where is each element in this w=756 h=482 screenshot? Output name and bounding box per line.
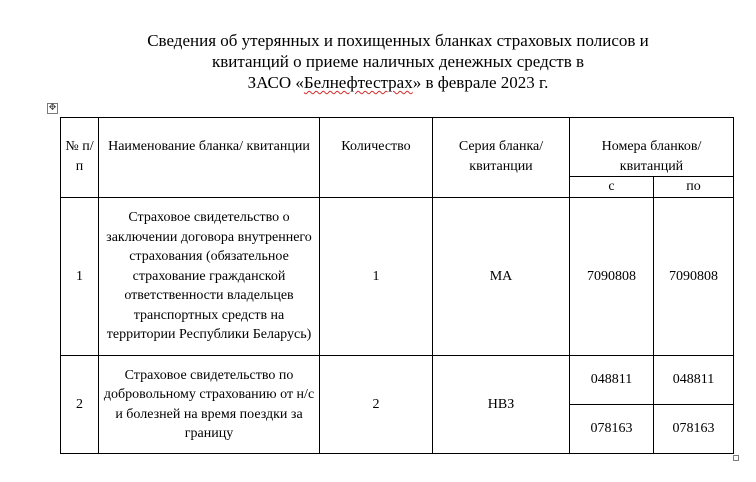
row-series: НВЗ	[433, 356, 570, 454]
row-quantity: 2	[320, 356, 433, 454]
title-line-3-prefix: ЗАСО «	[247, 73, 304, 92]
company-name: Белнефтестрах	[303, 73, 413, 92]
row-num: 2	[61, 356, 99, 454]
row-quantity: 1	[320, 198, 433, 356]
blanks-table	[60, 117, 734, 454]
header-quantity: Количество	[320, 118, 433, 198]
document-title	[0, 30, 756, 93]
header-numbers: Номера бланков/квитанций	[570, 118, 734, 177]
table-row	[61, 198, 734, 356]
header-series: Серия бланка/ квитанции	[433, 118, 570, 198]
row-series: МА	[433, 198, 570, 356]
row-from: 078163	[570, 405, 654, 454]
header-row	[61, 118, 734, 177]
title-line-3	[0, 72, 756, 93]
header-name: Наименование бланка/ квитанции	[99, 118, 320, 198]
table-move-handle-icon[interactable]: ✥	[48, 103, 57, 113]
title-line-2: квитанций о приеме наличных денежных средств в	[211, 52, 585, 71]
header-num: № п/п	[61, 118, 99, 198]
row-to: 078163	[654, 405, 734, 454]
table-row	[61, 356, 734, 405]
row-to: 7090808	[654, 198, 734, 356]
header-to: по	[654, 177, 734, 198]
title-line-1: Сведения об утерянных и похищенных бланках страховых полисов и	[147, 31, 649, 50]
row-num: 1	[61, 198, 99, 356]
row-name: Страховое свидетельство по добровольному страхованию от н/с и болезней на время поездки за границу	[99, 356, 320, 454]
row-from: 7090808	[570, 198, 654, 356]
table-resize-handle-icon[interactable]	[733, 455, 739, 461]
row-to: 048811	[654, 356, 734, 405]
row-name: Страховое свидетельство о заключении договора внутреннего страхования (обязательное страхование гражданской ответственности владельцев транспортных средств на территории Республики Беларусь)	[99, 198, 320, 356]
title-line-3-suffix: » в феврале 2023 г.	[412, 73, 549, 92]
header-from: с	[570, 177, 654, 198]
row-from: 048811	[570, 356, 654, 405]
